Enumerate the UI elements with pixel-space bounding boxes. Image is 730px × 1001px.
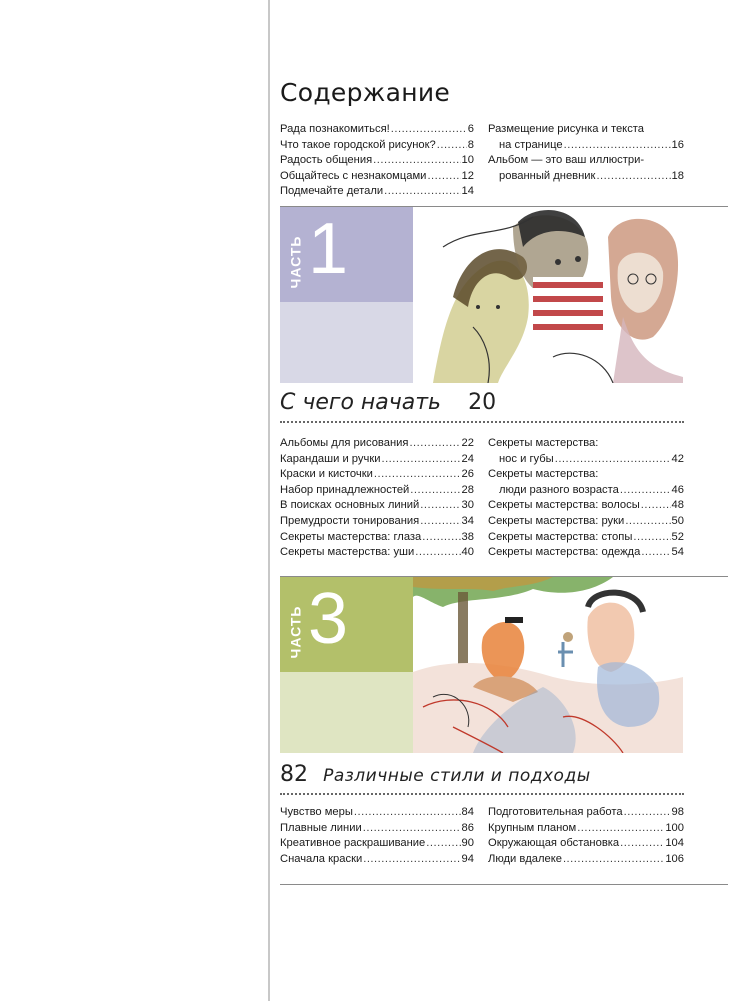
part-3-toc-right	[488, 805, 684, 867]
part-3-heading-page: 82	[280, 762, 308, 787]
toc-entry[interactable]: Подмечайте детали ..... 14	[280, 184, 474, 200]
toc-entry[interactable]: Набор принадлежностей ..... 28	[280, 483, 474, 499]
part-1-heading	[280, 390, 496, 415]
toc-entry[interactable]: Общайтесь с незнакомцами ..... 12	[280, 169, 474, 185]
part-1-heading-page: 20	[468, 390, 497, 415]
part-3-label: ЧАСТЬ	[287, 605, 304, 659]
toc-entry[interactable]: Карандаши и ручки ..... 24	[280, 452, 474, 468]
toc-entry-continued[interactable]: нос и губы ..... 42	[488, 452, 684, 468]
toc-entry[interactable]: Что такое городской рисунок? ..... 8	[280, 138, 474, 154]
toc-entry[interactable]: Рада познакомиться! ..... 6	[280, 122, 474, 138]
toc-entry[interactable]: Секреты мастерства: руки ..... 50	[488, 514, 684, 530]
part-3-lower-block	[280, 672, 413, 753]
toc-entry[interactable]: Секреты мастерства: одежда ..... 54	[488, 545, 684, 561]
part-1-marker	[280, 207, 413, 383]
part-1-number: 1	[308, 209, 349, 289]
toc-entry[interactable]: Размещение рисунка и текста	[488, 123, 645, 135]
part-3-toc-left	[280, 805, 474, 867]
part-1-heading-text: С чего начать	[280, 390, 442, 415]
toc-entry-continued[interactable]: рованный дневник ..... 18	[488, 169, 684, 185]
part-3-illustration	[413, 577, 683, 753]
toc-entry[interactable]: Секреты мастерства:	[488, 437, 599, 449]
divider-line	[280, 884, 728, 885]
toc-entry[interactable]: Окружающая обстановка ..... 104	[488, 836, 684, 852]
intro-toc-left	[280, 122, 474, 200]
toc-entry[interactable]: Секреты мастерства: уши ..... 40	[280, 545, 474, 561]
intro-toc-right	[488, 122, 684, 184]
toc-entry[interactable]: В поисках основных линий ..... 30	[280, 498, 474, 514]
toc-entry[interactable]: Краски и кисточки ..... 26	[280, 467, 474, 483]
part-3-number: 3	[308, 579, 349, 659]
toc-entry[interactable]: Секреты мастерства: волосы ..... 48	[488, 498, 684, 514]
toc-entry[interactable]: Секреты мастерства: глаза ..... 38	[280, 530, 474, 546]
toc-entry[interactable]: Альбом — это ваш иллюстри-	[488, 154, 645, 167]
part-1-toc-right	[488, 436, 684, 561]
toc-entry[interactable]: Секреты мастерства: стопы ..... 52	[488, 530, 684, 546]
toc-entry[interactable]: Крупным планом ..... 100	[488, 821, 684, 837]
toc-entry[interactable]: Секреты мастерства:	[488, 468, 599, 481]
part-1-lower-block	[280, 302, 413, 383]
toc-entry[interactable]: Сначала краски ..... 94	[280, 852, 474, 868]
toc-entry[interactable]: Подготовительная работа ..... 98	[488, 805, 684, 821]
toc-entry-continued[interactable]: люди разного возраста ..... 46	[488, 483, 684, 499]
toc-entry[interactable]: Плавные линии ..... 86	[280, 821, 474, 837]
part-1-illustration	[413, 207, 683, 383]
toc-entry[interactable]: Люди вдалеке ..... 106	[488, 852, 684, 868]
toc-entry[interactable]: Премудрости тонирования ..... 34	[280, 514, 474, 530]
contents-title: Содержание	[280, 78, 451, 107]
toc-entry[interactable]: Альбомы для рисования ..... 22	[280, 436, 474, 452]
part-1-label: ЧАСТЬ	[287, 235, 304, 289]
toc-entry-continued[interactable]: на странице ..... 16	[488, 138, 684, 154]
dotted-separator	[280, 421, 684, 423]
toc-entry[interactable]: Креативное раскрашивание ..... 90	[280, 836, 474, 852]
part-1-toc-left	[280, 436, 474, 561]
part-3-heading	[280, 762, 591, 787]
part-3-marker	[280, 577, 413, 753]
toc-entry[interactable]: Чувство меры ..... 84	[280, 805, 474, 821]
toc-entry[interactable]: Радость общения ..... 10	[280, 153, 474, 169]
page-spine	[268, 0, 270, 1001]
dotted-separator	[280, 793, 684, 795]
part-3-heading-text: Различные стили и подходы	[323, 766, 591, 786]
